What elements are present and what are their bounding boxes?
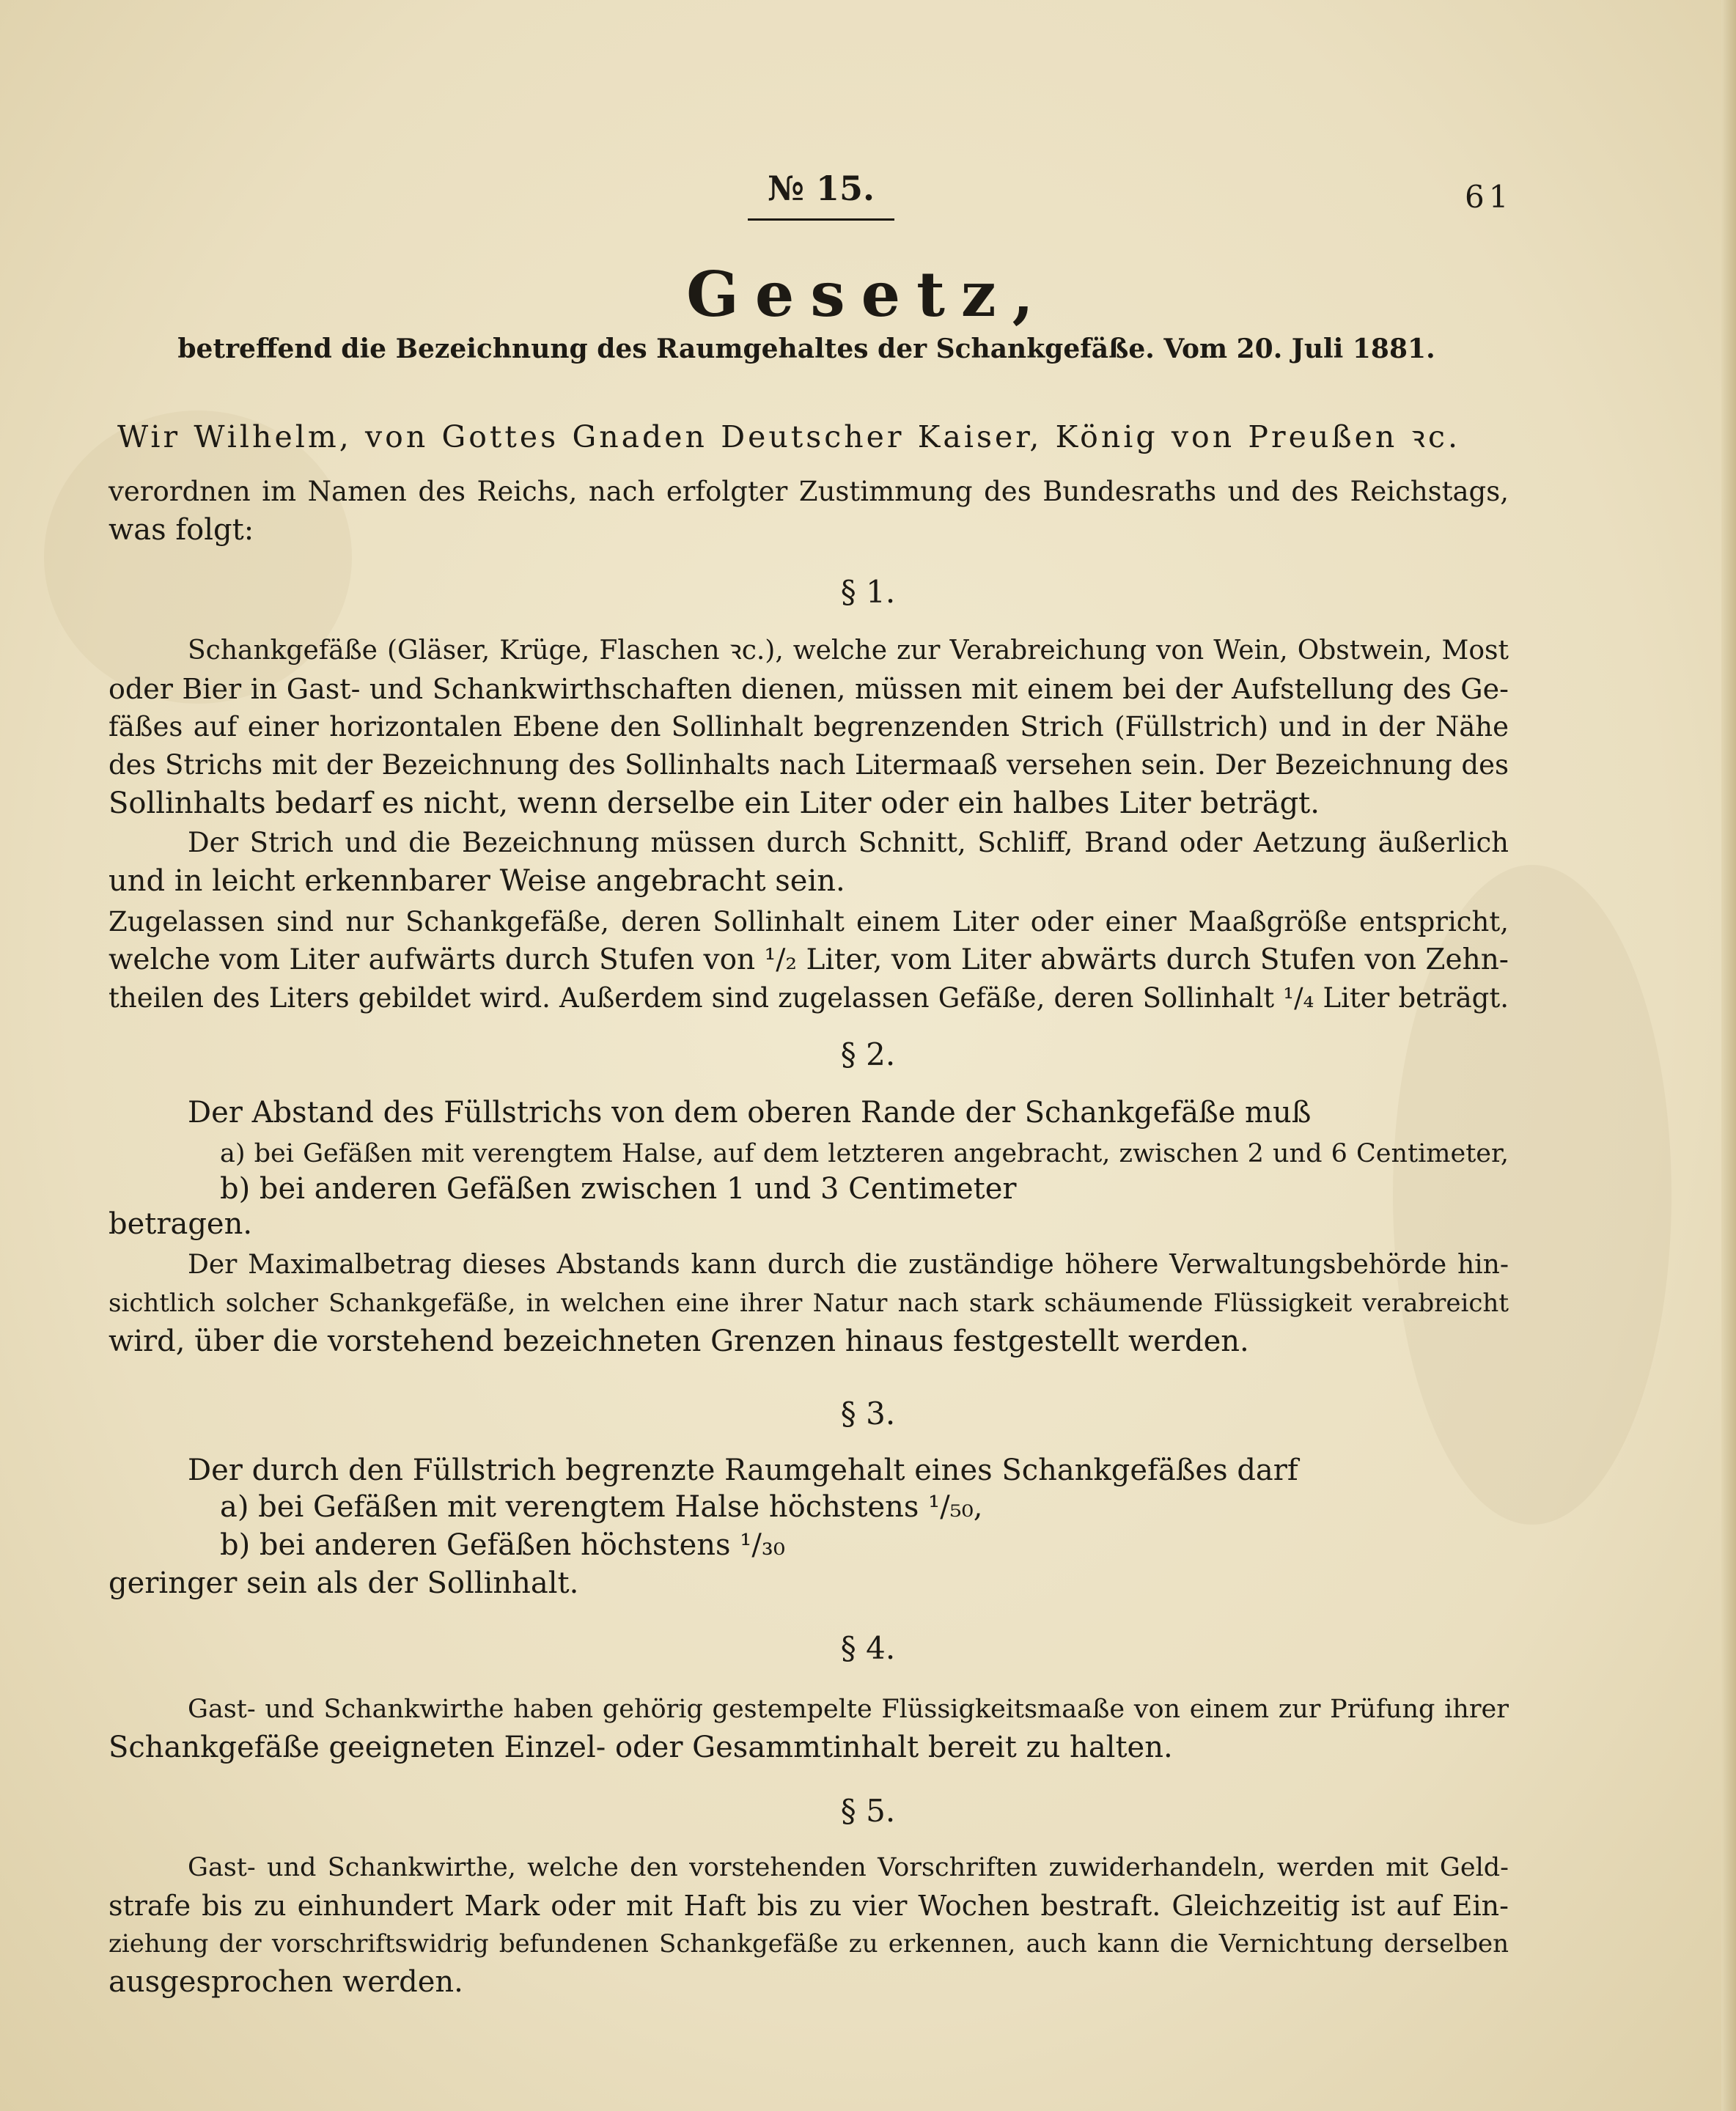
section-text-line: b) bei anderen Gefäßen zwischen 1 und 3 Centimeter — [220, 1172, 1017, 1206]
preamble-line: verordnen im Namen des Reichs, nach erfolgter Zustimmung des Bundesraths und des Reichstags, — [108, 476, 1509, 507]
preamble-line: Wir Wilhelm, von Gottes Gnaden Deutscher Kaiser, König von Preußen ꝛc. — [117, 419, 1460, 454]
section-text-line: und in leicht erkennbarer Weise angebracht sein. — [108, 864, 845, 898]
section-text-line: betragen. — [108, 1207, 253, 1241]
section-text-line: Zugelassen sind nur Schankgefäße, deren Sollinhalt einem Liter oder einer Maaßgröße entspricht, — [108, 906, 1509, 937]
section-text-line: Schankgefäße (Gläser, Krüge, Flaschen ꝛc.), welche zur Verabreichung von Wein, Obstwein, Most — [188, 635, 1509, 666]
section-text-line: des Strichs mit der Bezeichnung des Sollinhalts nach Litermaaß versehen sein. Der Bezeichnung des — [108, 749, 1509, 781]
page-number: 61 — [1465, 179, 1513, 215]
section-text-line: geringer sein als der Sollinhalt. — [108, 1566, 579, 1600]
section-text-line: oder Bier in Gast- und Schankwirthschaften dienen, müssen mit einem bei der Aufstellung des Ge- — [108, 673, 1509, 705]
section-text-line: Gast- und Schankwirthe, welche den vorstehenden Vorschriften zuwiderhandeln, werden mit Geld- — [188, 1853, 1509, 1882]
section-heading: § 5. — [840, 1793, 896, 1829]
section-text-line: Gast- und Schankwirthe haben gehörig gestempelte Flüssigkeitsmaaße von einem zur Prüfung ihrer — [188, 1695, 1509, 1724]
gazette-number: № 15. — [748, 169, 894, 221]
section-heading: § 1. — [840, 574, 896, 610]
section-text-line: a) bei Gefäßen mit verengtem Halse, auf dem letzteren angebracht, zwischen 2 und 6 Centimeter, — [220, 1139, 1509, 1168]
section-text-line: Der Strich und die Bezeichnung müssen durch Schnitt, Schliff, Brand oder Aetzung äußerlich — [188, 827, 1509, 858]
section-text-line: Der Maximalbetrag dieses Abstands kann durch die zuständige höhere Verwaltungsbehörde hin- — [188, 1250, 1509, 1280]
section-text-line: wird, über die vorstehend bezeichneten Grenzen hinaus festgestellt werden. — [108, 1325, 1249, 1358]
section-text-line: Der durch den Füllstrich begrenzte Raumgehalt eines Schankgefäßes darf — [188, 1454, 1298, 1487]
section-text-line: fäßes auf einer horizontalen Ebene den Sollinhalt begrenzenden Strich (Füllstrich) und in der Nähe — [108, 711, 1509, 743]
section-text-line: Sollinhalts bedarf es nicht, wenn derselbe ein Liter oder ein halbes Liter beträgt. — [108, 786, 1320, 820]
section-heading: § 4. — [840, 1630, 896, 1666]
section-text-line: Schankgefäße geeigneten Einzel- oder Gesammtinhalt bereit zu halten. — [108, 1731, 1173, 1764]
section-text-line: b) bei anderen Gefäßen höchstens ¹/₃₀ — [220, 1528, 785, 1562]
law-subtitle: betreffend die Bezeichnung des Raumgehaltes der Schankgefäße. Vom 20. Juli 1881. — [177, 334, 1435, 364]
section-text-line: ausgesprochen werden. — [108, 1965, 463, 1999]
section-text-line: a) bei Gefäßen mit verengtem Halse höchstens ¹/₅₀, — [220, 1490, 983, 1524]
section-heading: § 2. — [840, 1036, 896, 1072]
law-title: Gesetz, — [686, 258, 1050, 331]
section-text-line: sichtlich solcher Schankgefäße, in welchen eine ihrer Natur nach stark schäumende Flüssigkeit verabreicht — [108, 1289, 1509, 1318]
section-text-line: welche vom Liter aufwärts durch Stufen von ¹/₂ Liter, vom Liter abwärts durch Stufen von Zehn- — [108, 943, 1509, 976]
section-text-line: strafe bis zu einhundert Mark oder mit Haft bis zu vier Wochen bestraft. Gleichzeitig ist auf Ein- — [108, 1890, 1509, 1922]
section-text-line: ziehung der vorschriftswidrig befundenen Schankgefäße zu erkennen, auch kann die Vernichtung derselben — [108, 1929, 1509, 1959]
section-text-line: theilen des Liters gebildet wird. Außerdem sind zugelassen Gefäße, deren Sollinhalt ¹/₄ Liter beträgt. — [108, 982, 1509, 1014]
preamble-line: was folgt: — [108, 513, 254, 547]
section-text-line: Der Abstand des Füllstrichs von dem oberen Rande der Schankgefäße muß — [188, 1096, 1312, 1130]
section-heading: § 3. — [840, 1396, 896, 1432]
